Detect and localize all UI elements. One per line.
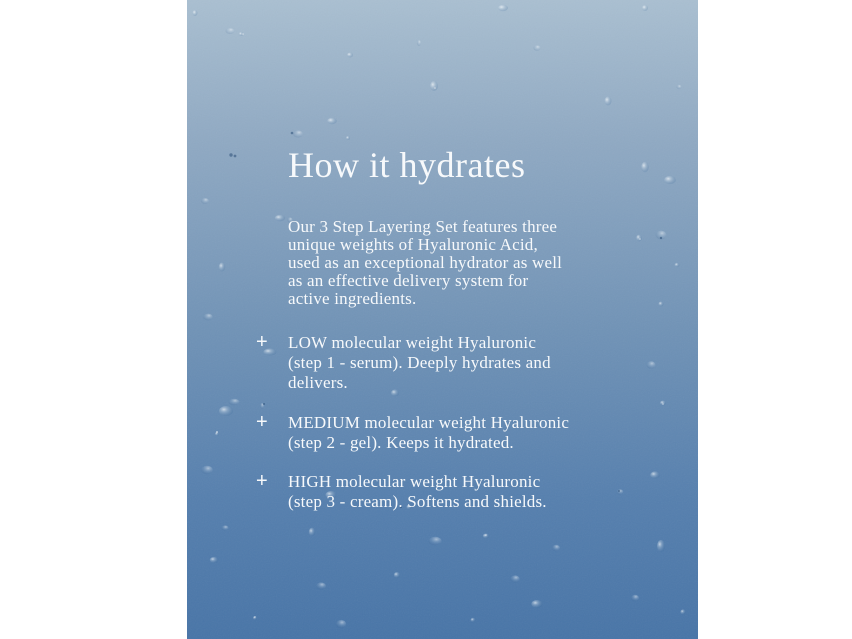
list-item-low (256, 333, 686, 393)
hydration-panel (187, 0, 698, 639)
list-item-line-1: MEDIUM molecular weight Hyaluronic (288, 413, 570, 432)
list-item-medium (256, 413, 686, 453)
intro-line-2: unique weights of Hyaluronic Acid, (288, 235, 538, 254)
intro-line-4: as an effective delivery system for (288, 271, 529, 290)
plus-icon: + (256, 411, 268, 433)
list-item-text (288, 333, 686, 393)
hyaluronic-weight-list (256, 333, 686, 532)
list-item-text (288, 413, 686, 453)
intro-line-5: active ingredients. (288, 289, 417, 308)
list-item-high (256, 472, 686, 512)
list-item-line-2: (step 1 - serum). Deeply hydrates and (288, 353, 551, 372)
intro-paragraph (288, 218, 668, 308)
hydration-content (187, 0, 698, 639)
list-item-line-1: HIGH molecular weight Hyaluronic (288, 472, 541, 491)
list-item-line-2: (step 3 - cream). Softens and shields. (288, 492, 547, 511)
list-item-line-1: LOW molecular weight Hyaluronic (288, 333, 537, 352)
plus-icon: + (256, 470, 268, 492)
intro-line-3: used as an exceptional hydrator as well (288, 253, 563, 272)
section-title: How it hydrates (288, 145, 526, 185)
intro-line-1: Our 3 Step Layering Set features three (288, 217, 558, 236)
list-item-text (288, 472, 686, 512)
plus-icon: + (256, 331, 268, 353)
list-item-line-2: (step 2 - gel). Keeps it hydrated. (288, 433, 514, 452)
list-item-line-3: delivers. (288, 373, 348, 392)
